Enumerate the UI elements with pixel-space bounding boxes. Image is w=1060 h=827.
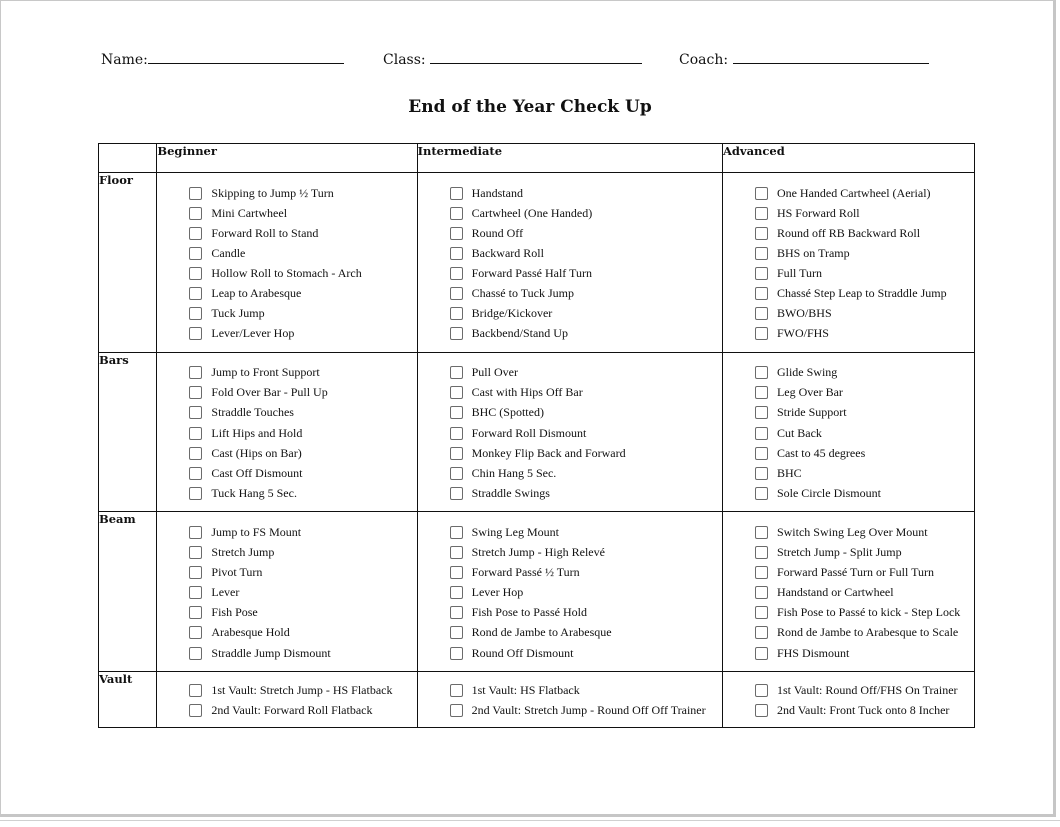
- checkbox-icon[interactable]: [189, 207, 202, 220]
- checkbox-icon[interactable]: [755, 366, 768, 379]
- class-field[interactable]: [383, 49, 642, 68]
- checklist-item[interactable]: [189, 522, 416, 542]
- skill-label: 1st Vault: Round Off/FHS On Trainer: [776, 682, 958, 697]
- checkbox-icon[interactable]: [755, 626, 768, 639]
- skill-label: Lever: [211, 585, 240, 600]
- skill-label: Cast to 45 degrees: [776, 445, 866, 460]
- name-label: Name:: [101, 52, 148, 68]
- skill-label: Backbend/Stand Up: [471, 326, 568, 341]
- checkbox-icon[interactable]: [755, 307, 768, 320]
- skill-label: 2nd Vault: Front Tuck onto 8 Incher: [776, 702, 950, 717]
- skill-label: Monkey Flip Back and Forward: [471, 445, 626, 460]
- class-label: Class:: [383, 52, 426, 68]
- coach-label: Coach:: [679, 52, 729, 68]
- checklist-item[interactable]: [755, 443, 974, 463]
- checkbox-icon[interactable]: [755, 566, 768, 579]
- skill-label: Tuck Hang 5 Sec.: [211, 485, 297, 500]
- event-label-floor: Floor: [99, 173, 157, 353]
- checkbox-icon[interactable]: [450, 386, 463, 399]
- skill-checklist: [418, 512, 722, 671]
- vault-beginner-cell: [157, 672, 417, 728]
- skill-label: Fish Pose to Passé Hold: [471, 605, 587, 620]
- checklist-item[interactable]: [450, 383, 722, 403]
- checkbox-icon[interactable]: [755, 406, 768, 419]
- skill-label: Mini Cartwheel: [211, 205, 288, 220]
- skill-label: Straddle Swings: [471, 485, 550, 500]
- bars-intermediate-cell: [417, 352, 722, 512]
- checkbox-icon[interactable]: [450, 247, 463, 260]
- event-label-vault: Vault: [99, 672, 157, 728]
- skill-label: Swing Leg Mount: [471, 524, 559, 539]
- skill-label: BHS on Tramp: [776, 245, 850, 260]
- checkbox-icon[interactable]: [450, 227, 463, 240]
- skill-label: Straddle Touches: [211, 405, 294, 420]
- checklist-item[interactable]: [450, 263, 722, 283]
- checklist-item[interactable]: [189, 183, 416, 203]
- checklist-item[interactable]: [189, 623, 416, 643]
- skill-checklist: [723, 173, 974, 352]
- checklist-item[interactable]: [189, 543, 416, 563]
- floor-intermediate-cell: [417, 173, 722, 353]
- checklist-item[interactable]: [755, 324, 974, 344]
- skill-label: Stretch Jump - Split Jump: [776, 545, 902, 560]
- checkbox-icon[interactable]: [755, 647, 768, 660]
- skill-label: Handstand or Cartwheel: [776, 585, 894, 600]
- checklist-item[interactable]: [189, 700, 416, 720]
- skill-label: FWO/FHS: [776, 326, 829, 341]
- checkbox-icon[interactable]: [755, 227, 768, 240]
- skill-label: Chassé Step Leap to Straddle Jump: [776, 286, 947, 301]
- checkbox-icon[interactable]: [755, 704, 768, 717]
- checklist-item[interactable]: [450, 623, 722, 643]
- checkbox-icon[interactable]: [189, 704, 202, 717]
- checkbox-icon[interactable]: [189, 307, 202, 320]
- checkbox-icon[interactable]: [450, 267, 463, 280]
- checklist-item[interactable]: [755, 680, 974, 700]
- checkbox-icon[interactable]: [450, 406, 463, 419]
- checkbox-icon[interactable]: [755, 287, 768, 300]
- checkbox-icon[interactable]: [755, 207, 768, 220]
- checkbox-icon[interactable]: [755, 187, 768, 200]
- skill-label: Leg Over Bar: [776, 385, 843, 400]
- checkbox-icon[interactable]: [450, 586, 463, 599]
- coach-input-line[interactable]: [733, 49, 929, 64]
- checklist-item[interactable]: [450, 243, 722, 263]
- checkbox-icon[interactable]: [189, 427, 202, 440]
- skill-checklist: [157, 173, 416, 352]
- skill-label: Lever/Lever Hop: [211, 326, 295, 341]
- skill-label: Leap to Arabesque: [211, 286, 302, 301]
- bars-beginner-cell: [157, 352, 417, 512]
- checkbox-icon[interactable]: [450, 526, 463, 539]
- checklist-item[interactable]: [755, 383, 974, 403]
- checklist-item[interactable]: [755, 563, 974, 583]
- checklist-item[interactable]: [450, 443, 722, 463]
- checklist-item[interactable]: [450, 423, 722, 443]
- checkbox-icon[interactable]: [450, 447, 463, 460]
- skill-label: FHS Dismount: [776, 645, 850, 660]
- skill-checklist: [723, 353, 974, 512]
- checklist-item[interactable]: [755, 522, 974, 542]
- checklist-item[interactable]: [189, 283, 416, 303]
- checkbox-icon[interactable]: [189, 187, 202, 200]
- checklist-item[interactable]: [450, 603, 722, 623]
- checkbox-icon[interactable]: [189, 546, 202, 559]
- skill-checklist: [723, 512, 974, 671]
- checkbox-icon[interactable]: [189, 566, 202, 579]
- skill-label: Rond de Jambe to Arabesque to Scale: [776, 625, 959, 640]
- header-event: [99, 144, 157, 173]
- checklist-item[interactable]: [189, 263, 416, 283]
- skill-label: Jump to Front Support: [211, 365, 320, 380]
- checkbox-icon[interactable]: [450, 704, 463, 717]
- skill-label: Glide Swing: [776, 365, 838, 380]
- header-intermediate: Intermediate: [417, 144, 722, 173]
- beam-advanced-cell: [722, 512, 974, 672]
- skill-label: Stride Support: [776, 405, 847, 420]
- skill-checklist: [418, 173, 722, 352]
- skill-label: 2nd Vault: Forward Roll Flatback: [211, 702, 373, 717]
- checkbox-icon[interactable]: [189, 386, 202, 399]
- checkbox-icon[interactable]: [450, 427, 463, 440]
- checkbox-icon[interactable]: [189, 647, 202, 660]
- checkbox-icon[interactable]: [755, 327, 768, 340]
- checkbox-icon[interactable]: [189, 606, 202, 619]
- skill-label: Candle: [211, 245, 246, 260]
- skill-label: BHC: [776, 465, 802, 480]
- beam-intermediate-cell: [417, 512, 722, 672]
- checklist-item[interactable]: [755, 583, 974, 603]
- floor-advanced-cell: [722, 173, 974, 353]
- skill-label: Jump to FS Mount: [211, 524, 302, 539]
- skill-label: Straddle Jump Dismount: [211, 645, 331, 660]
- checkbox-icon[interactable]: [450, 207, 463, 220]
- header-advanced: Advanced: [722, 144, 974, 173]
- checklist-item[interactable]: [189, 680, 416, 700]
- checkbox-icon[interactable]: [755, 546, 768, 559]
- skill-label: HS Forward Roll: [776, 205, 860, 220]
- floor-beginner-cell: [157, 173, 417, 353]
- checklist-item[interactable]: [755, 203, 974, 223]
- checklist-item[interactable]: [755, 643, 974, 663]
- vault-advanced-cell: [722, 672, 974, 728]
- checkbox-icon[interactable]: [450, 684, 463, 697]
- skill-label: Forward Roll to Stand: [211, 225, 319, 240]
- skill-label: 1st Vault: Stretch Jump - HS Flatback: [211, 682, 393, 697]
- checkbox-icon[interactable]: [450, 366, 463, 379]
- checkbox-icon[interactable]: [755, 526, 768, 539]
- checklist-item[interactable]: [755, 423, 974, 443]
- checkbox-icon[interactable]: [450, 626, 463, 639]
- checklist-item[interactable]: [755, 304, 974, 324]
- checklist-item[interactable]: [755, 603, 974, 623]
- skill-label: 1st Vault: HS Flatback: [471, 682, 580, 697]
- checklist-item[interactable]: [450, 522, 722, 542]
- checklist-item[interactable]: [189, 483, 416, 503]
- skill-label: Cast with Hips Off Bar: [471, 385, 583, 400]
- skill-label: Lever Hop: [471, 585, 524, 600]
- checkbox-icon[interactable]: [189, 227, 202, 240]
- checkbox-icon[interactable]: [189, 247, 202, 260]
- checklist-item[interactable]: [450, 563, 722, 583]
- checkbox-icon[interactable]: [755, 267, 768, 280]
- skill-label: Cartwheel (One Handed): [471, 205, 593, 220]
- skill-label: Pull Over: [471, 365, 518, 380]
- checkbox-icon[interactable]: [450, 287, 463, 300]
- checkbox-icon[interactable]: [450, 647, 463, 660]
- event-label-beam: Beam: [99, 512, 157, 672]
- checklist-item[interactable]: [755, 183, 974, 203]
- skill-label: Bridge/Kickover: [471, 306, 553, 321]
- checkbox-icon[interactable]: [450, 307, 463, 320]
- skill-label: Cast (Hips on Bar): [211, 445, 302, 460]
- skill-label: One Handed Cartwheel (Aerial): [776, 185, 931, 200]
- checkbox-icon[interactable]: [755, 606, 768, 619]
- header-beginner: Beginner: [157, 144, 417, 173]
- checkbox-icon[interactable]: [755, 684, 768, 697]
- checkbox-icon[interactable]: [450, 467, 463, 480]
- checklist-item[interactable]: [450, 324, 722, 344]
- skill-checklist: [157, 353, 416, 512]
- checkbox-icon[interactable]: [450, 546, 463, 559]
- checkbox-icon[interactable]: [189, 406, 202, 419]
- checklist-item[interactable]: [189, 463, 416, 483]
- checkbox-icon[interactable]: [755, 427, 768, 440]
- checkbox-icon[interactable]: [450, 187, 463, 200]
- table-row-beam: [99, 512, 975, 672]
- beam-beginner-cell: [157, 512, 417, 672]
- skill-label: Backward Roll: [471, 245, 544, 260]
- checklist-item[interactable]: [189, 423, 416, 443]
- checklist-item[interactable]: [450, 483, 722, 503]
- checkbox-icon[interactable]: [755, 487, 768, 500]
- checklist-item[interactable]: [450, 583, 722, 603]
- checklist-item[interactable]: [189, 403, 416, 423]
- class-input-line[interactable]: [430, 49, 642, 64]
- checklist-item[interactable]: [450, 403, 722, 423]
- skill-checklist: [418, 353, 722, 512]
- checklist-item[interactable]: [755, 543, 974, 563]
- checklist-item[interactable]: [189, 223, 416, 243]
- checklist-item[interactable]: [189, 304, 416, 324]
- checklist-item[interactable]: [189, 363, 416, 383]
- checkbox-icon[interactable]: [755, 586, 768, 599]
- checkbox-icon[interactable]: [755, 386, 768, 399]
- name-field[interactable]: [101, 49, 344, 68]
- table-row-bars: [99, 352, 975, 512]
- skill-label: Lift Hips and Hold: [211, 425, 303, 440]
- checkbox-icon[interactable]: [755, 467, 768, 480]
- checklist-item[interactable]: [755, 363, 974, 383]
- skill-label: BHC (Spotted): [471, 405, 544, 420]
- checkbox-icon[interactable]: [450, 487, 463, 500]
- skill-label: Fish Pose to Passé to kick - Step Lock: [776, 605, 961, 620]
- skill-label: Skipping to Jump ½ Turn: [211, 185, 334, 200]
- checkbox-icon[interactable]: [189, 684, 202, 697]
- checklist-item[interactable]: [189, 203, 416, 223]
- skill-label: Fold Over Bar - Pull Up: [211, 385, 328, 400]
- skill-label: Forward Passé Half Turn: [471, 265, 592, 280]
- checklist-item[interactable]: [189, 324, 416, 344]
- checklist-item[interactable]: [755, 263, 974, 283]
- checkbox-icon[interactable]: [189, 327, 202, 340]
- checklist-item[interactable]: [450, 643, 722, 663]
- checklist-item[interactable]: [189, 383, 416, 403]
- skill-label: Round Off: [471, 225, 524, 240]
- checklist-item[interactable]: [189, 443, 416, 463]
- checkbox-icon[interactable]: [450, 566, 463, 579]
- skill-label: Round off RB Backward Roll: [776, 225, 921, 240]
- checkbox-icon[interactable]: [189, 366, 202, 379]
- skill-label: Hollow Roll to Stomach - Arch: [211, 265, 362, 280]
- skill-checklist: [157, 512, 416, 671]
- checkbox-icon[interactable]: [755, 447, 768, 460]
- checklist-item[interactable]: [755, 403, 974, 423]
- skill-label: Forward Roll Dismount: [471, 425, 587, 440]
- skill-checklist: [723, 672, 974, 727]
- checklist-item[interactable]: [189, 243, 416, 263]
- table-row-vault: [99, 672, 975, 728]
- skill-label: Stretch Jump - High Relevé: [471, 545, 605, 560]
- skill-label: 2nd Vault: Stretch Jump - Round Off Off Trainer: [471, 702, 706, 717]
- skill-label: Fish Pose: [211, 605, 258, 620]
- skill-label: Full Turn: [776, 265, 822, 280]
- checkbox-icon[interactable]: [189, 487, 202, 500]
- table-row-floor: [99, 173, 975, 353]
- skill-label: Pivot Turn: [211, 565, 263, 580]
- checklist-item[interactable]: [450, 283, 722, 303]
- checklist-item[interactable]: [450, 680, 722, 700]
- checkbox-icon[interactable]: [189, 626, 202, 639]
- checklist-item[interactable]: [189, 583, 416, 603]
- skill-label: Arabesque Hold: [211, 625, 290, 640]
- checklist-item[interactable]: [755, 243, 974, 263]
- skill-label: Switch Swing Leg Over Mount: [776, 524, 928, 539]
- skill-label: Chassé to Tuck Jump: [471, 286, 574, 301]
- skill-label: Chin Hang 5 Sec.: [471, 465, 557, 480]
- table-header-row: [99, 144, 975, 173]
- skill-label: Sole Circle Dismount: [776, 485, 881, 500]
- checklist-item[interactable]: [755, 283, 974, 303]
- name-input-line[interactable]: [148, 49, 344, 64]
- event-label-bars: Bars: [99, 352, 157, 512]
- checklist-item[interactable]: [450, 543, 722, 563]
- checklist-item[interactable]: [755, 700, 974, 720]
- checklist-item[interactable]: [450, 463, 722, 483]
- checklist-item[interactable]: [755, 463, 974, 483]
- checkbox-icon[interactable]: [189, 447, 202, 460]
- skill-label: Tuck Jump: [211, 306, 265, 321]
- checklist-item[interactable]: [450, 700, 722, 720]
- skill-label: Forward Passé ½ Turn: [471, 565, 580, 580]
- checklist-item[interactable]: [189, 603, 416, 623]
- checklist-item[interactable]: [450, 363, 722, 383]
- coach-field[interactable]: [679, 49, 929, 68]
- skill-label: Handstand: [471, 185, 523, 200]
- skill-label: Forward Passé Turn or Full Turn: [776, 565, 934, 580]
- checklist-item[interactable]: [755, 223, 974, 243]
- skill-label: Cast Off Dismount: [211, 465, 303, 480]
- checkbox-icon[interactable]: [189, 586, 202, 599]
- checkbox-icon[interactable]: [450, 606, 463, 619]
- skill-label: Round Off Dismount: [471, 645, 574, 660]
- skill-label: BWO/BHS: [776, 306, 832, 321]
- bars-advanced-cell: [722, 352, 974, 512]
- skill-label: Cut Back: [776, 425, 822, 440]
- skill-label: Rond de Jambe to Arabesque: [471, 625, 612, 640]
- checkbox-icon[interactable]: [189, 287, 202, 300]
- checklist-item[interactable]: [450, 304, 722, 324]
- page-title: End of the Year Check Up: [408, 97, 652, 117]
- skill-checklist: [418, 672, 722, 727]
- checkbox-icon[interactable]: [450, 327, 463, 340]
- checklist-item[interactable]: [755, 483, 974, 503]
- skill-checklist: [157, 672, 416, 727]
- skill-label: Stretch Jump: [211, 545, 275, 560]
- checklist-item[interactable]: [450, 183, 722, 203]
- checkbox-icon[interactable]: [755, 247, 768, 260]
- checklist-item[interactable]: [189, 563, 416, 583]
- checklist-item[interactable]: [450, 223, 722, 243]
- skills-checklist-table: [98, 143, 975, 728]
- checklist-item[interactable]: [450, 203, 722, 223]
- vault-intermediate-cell: [417, 672, 722, 728]
- checklist-item[interactable]: [189, 643, 416, 663]
- checklist-item[interactable]: [755, 623, 974, 643]
- checkbox-icon[interactable]: [189, 526, 202, 539]
- checkbox-icon[interactable]: [189, 467, 202, 480]
- checkbox-icon[interactable]: [189, 267, 202, 280]
